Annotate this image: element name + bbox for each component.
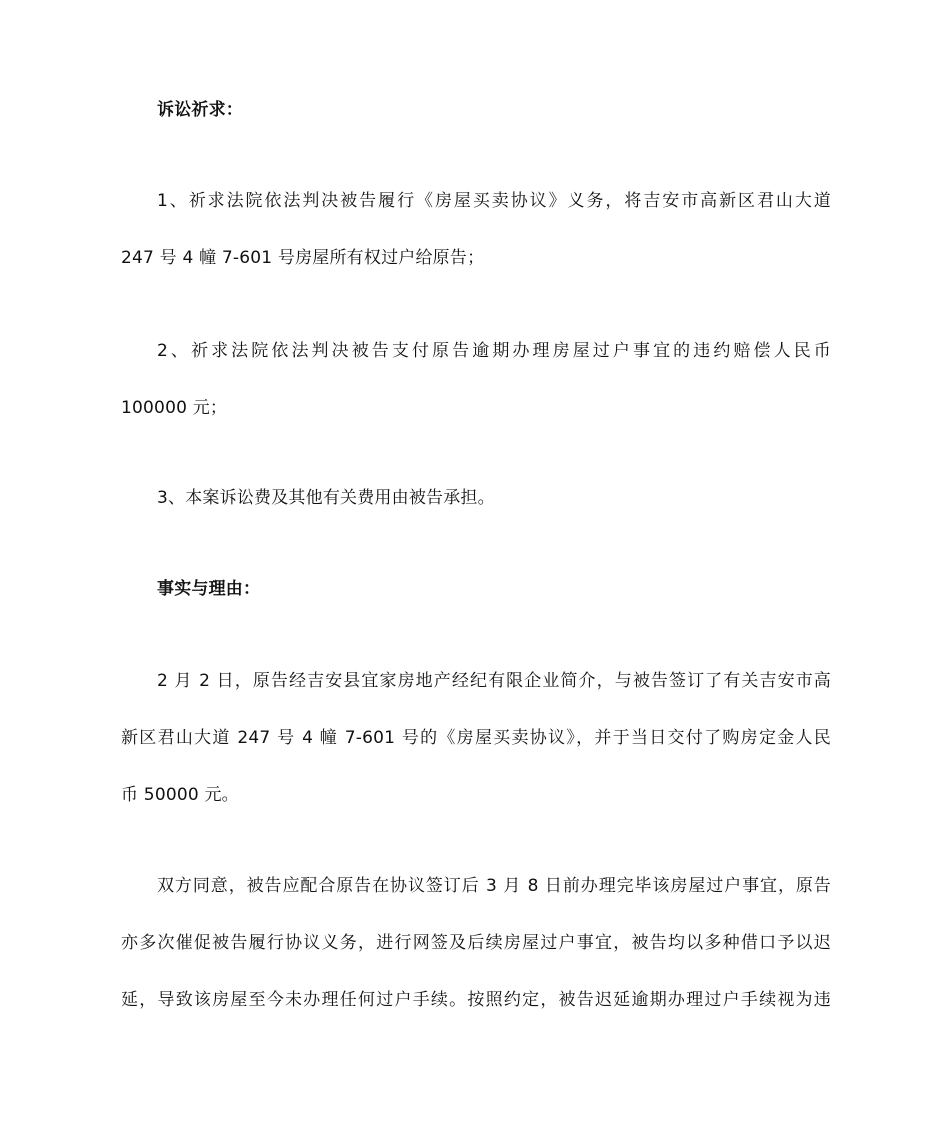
fact-1-line-3: 币 50000 元。 [121,785,239,805]
claim-2-line-2: 100000 元； [121,398,228,418]
claims-heading: 诉讼祈求： [157,100,243,120]
fact-1-line-1: 2 月 2 日，原告经吉安县宜家房地产经纪有限企业简介，与被告签订了有关吉安市高 [157,671,831,691]
claim-3-line-1: 3、本案诉讼费及其他有关费用由被告承担。 [157,488,495,508]
fact-2-line-3: 延，导致该房屋至今未办理任何过户手续。按照约定，被告迟延逾期办理过户手续视为违 [121,990,831,1010]
claim-1-line-2: 247 号 4 幢 7-601 号房屋所有权过户给原告； [121,248,485,268]
fact-2-line-2: 亦多次催促被告履行协议义务，进行网签及后续房屋过户事宜，被告均以多种借口予以迟 [121,933,831,953]
claim-2-line-1: 2、祈求法院依法判决被告支付原告逾期办理房屋过户事宜的违约赔偿人民币 [157,341,831,361]
claim-1-line-1: 1、祈求法院依法判决被告履行《房屋买卖协议》义务，将吉安市高新区君山大道 [157,191,831,211]
facts-heading: 事实与理由： [157,579,261,599]
fact-2-line-1: 双方同意，被告应配合原告在协议签订后 3 月 8 日前办理完毕该房屋过户事宜，原告 [157,876,831,896]
fact-1-line-2: 新区君山大道 247 号 4 幢 7-601 号的《房屋买卖协议》，并于当日交付了购房定金人民 [121,728,831,748]
